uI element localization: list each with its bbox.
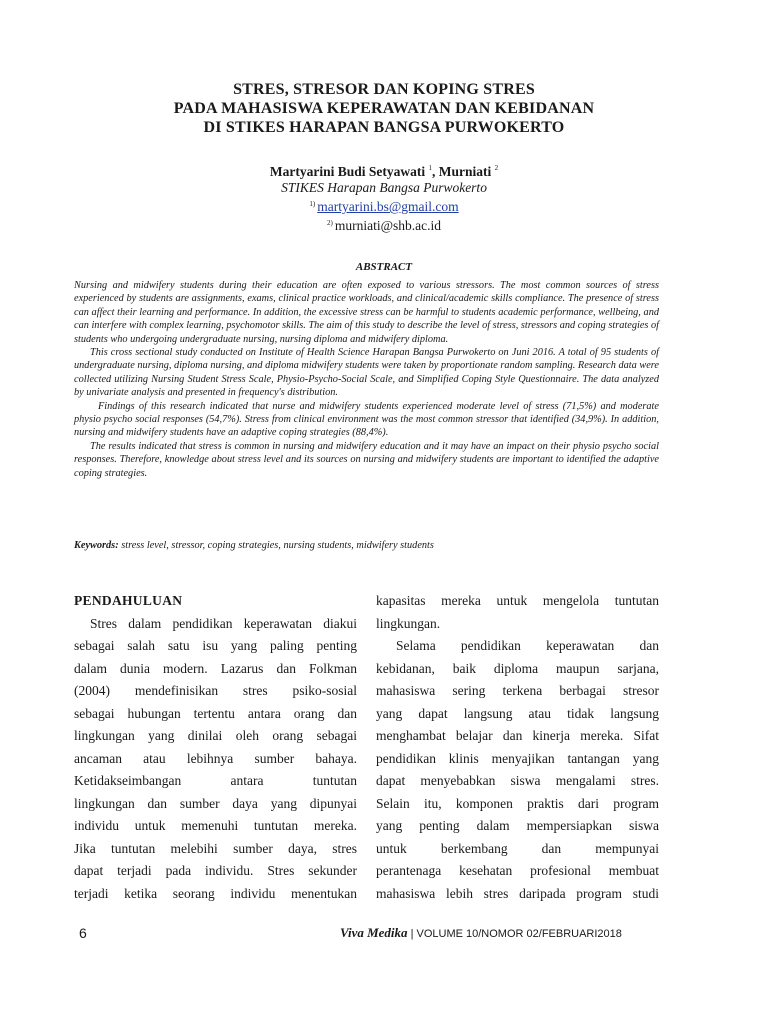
right-line: menghambat belajar dan kinerja mereka. Sifat — [376, 728, 659, 743]
author-names — [60, 160, 708, 180]
title-line-2: PADA MAHASISWA KEPERAWATAN DAN KEBIDANAN — [173, 100, 595, 117]
author-1: Martyarini Budi Setyawati — [269, 164, 426, 179]
email-2: murniati@shb.ac.id — [334, 218, 441, 233]
author-2: Murniati — [438, 164, 492, 179]
email-line-2 — [60, 215, 708, 234]
right-line: dapat menyebabkan siswa mengalami stres. — [376, 773, 659, 788]
right-line: untuk berkembang dan mempunyai — [376, 840, 659, 856]
left-line: dapat terjadi pada individu. Stres sekunder — [74, 863, 357, 878]
left-line: sebagai hubungan tertentu antara orang dan — [74, 705, 357, 721]
left-line: ancaman atau lebihnya sumber bahaya. — [74, 750, 357, 766]
author-2-sup: 2 — [494, 164, 499, 172]
left-line: Jika tuntutan melebihi sumber daya, stres — [74, 840, 357, 856]
institution: STIKES Harapan Bangsa Purwokerto — [281, 180, 487, 195]
keywords-label: Keywords: — [74, 540, 119, 551]
title-line-1: STRES, STRESOR DAN KOPING STRES — [233, 81, 535, 98]
left-column — [74, 590, 357, 905]
abstract-body — [74, 279, 659, 480]
journal-footer — [340, 925, 622, 941]
abstract-paragraph-1: Nursing and midwifery students during their education are often exposed to various stressors. The most common sources of stress experienced by students are assignments, exams, clinical practice workloads, and clinical/academic skills compliance. The presence of stress can affect their learning and performance. In addition, the excessive stress can be harmful to students academic performance, wellbeing, and can interfere with complex learning, psychomotor skills. The aim of this study to describe the level of stress, stressors and coping strategies of students who undergoing undergraduate nursing, nursing diploma and midwifery diploma. — [74, 280, 659, 345]
left-line: Ketidakseimbangan antara tuntutan — [74, 773, 357, 788]
author-block — [60, 160, 708, 234]
section-heading: PENDAHULUAN — [74, 593, 183, 608]
left-line: (2004) mendefinisikan stres psiko-sosial — [74, 683, 357, 698]
right-line: Selain itu, komponen praktis dari program — [376, 795, 659, 811]
title-line-3: DI STIKES HARAPAN BANGSA PURWOKERTO — [203, 119, 565, 136]
page-number: 6 — [79, 925, 87, 941]
left-line: individu untuk memenuhi tuntutan mereka. — [74, 818, 357, 833]
keywords — [74, 539, 674, 552]
author-1-sup: 1 — [428, 164, 432, 172]
email-2-sup: 2) — [326, 219, 333, 227]
left-line: sebagai salah satu isu yang paling penting — [74, 638, 357, 653]
right-line: mahasiswa lebih stres daripada program studi — [376, 885, 659, 901]
right-line: Selama pendidikan keperawatan dan — [396, 638, 659, 653]
paper-title — [60, 80, 708, 137]
abstract-paragraph-2: This cross sectional study conducted on Institute of Health Science Harapan Bangsa Purwokerto on Juni 2016. A total of 95 students of undergraduate nursing, diploma nursing, and diploma midwifery students were taken by proportionate random sampling. Research data were collected utilizing Nursing Student Stress Scale, Physio-Psycho-Social Scale, and Simplified Coping Style Questionnaire. The data analyzed by univariate analysis and presented in frequency's distribution. — [74, 347, 659, 399]
keywords-text: stress level, stressor, coping strategies, nursing students, midwifery students — [118, 540, 434, 551]
left-line: lingkungan yang dinilai oleh orang sebagai — [74, 728, 357, 743]
abstract-paragraph-3: Findings of this research indicated that nurse and midwifery students experienced moderate level of stress (71,5%) and moderate physio psycho social responses (54,7%). Stress from clinical environment was the most common stressor that identified (34,9%). In addition, nursing and midwifery students have an adaptive coping strategies (88,4%). — [74, 400, 659, 439]
abstract-paragraph-4: The results indicated that stress is common in nursing and midwifery education and it may have an impact on their physio psycho social responses. Therefore, knowledge about stress level and its sources on nursing and midwifery students are important to identified the adaptive coping strategies. — [74, 440, 659, 479]
journal-name: Viva Medika — [340, 925, 408, 940]
left-line: lingkungan dan sumber daya yang dipunyai — [74, 795, 357, 811]
right-line: yang dapat langsung atau tidak langsung — [376, 705, 659, 721]
right-line: yang penting dalam mempersiapkan siswa — [376, 818, 659, 833]
journal-info: | VOLUME 10/NOMOR 02/FEBRUARI2018 — [407, 928, 622, 940]
right-line: pendidikan klinis menyajikan tantangan yang — [376, 750, 659, 766]
email-1-sup: 1) — [309, 200, 316, 208]
right-column — [376, 590, 659, 905]
right-line: lingkungan. — [376, 615, 441, 631]
email-1-link[interactable]: martyarini.bs@gmail.com — [317, 199, 459, 214]
left-line: dalam dunia modern. Lazarus dan Folkman — [74, 660, 357, 676]
author-separator: , — [432, 164, 439, 179]
left-line: Stres dalam pendidikan keperawatan diakui — [90, 615, 357, 631]
right-line: kebidanan, baik diploma maupun sarjana, — [376, 660, 659, 676]
left-line: terjadi ketika seorang individu menentukan — [74, 885, 357, 901]
right-line: perantenaga kesehatan profesional membuat — [376, 863, 659, 878]
right-line: kapasitas mereka untuk mengelola tuntutan — [376, 593, 659, 608]
abstract-heading: ABSTRACT — [355, 261, 413, 273]
email-line-1 — [60, 196, 708, 215]
right-line: mahasiswa sering terkena berbagai stresor — [376, 683, 659, 698]
